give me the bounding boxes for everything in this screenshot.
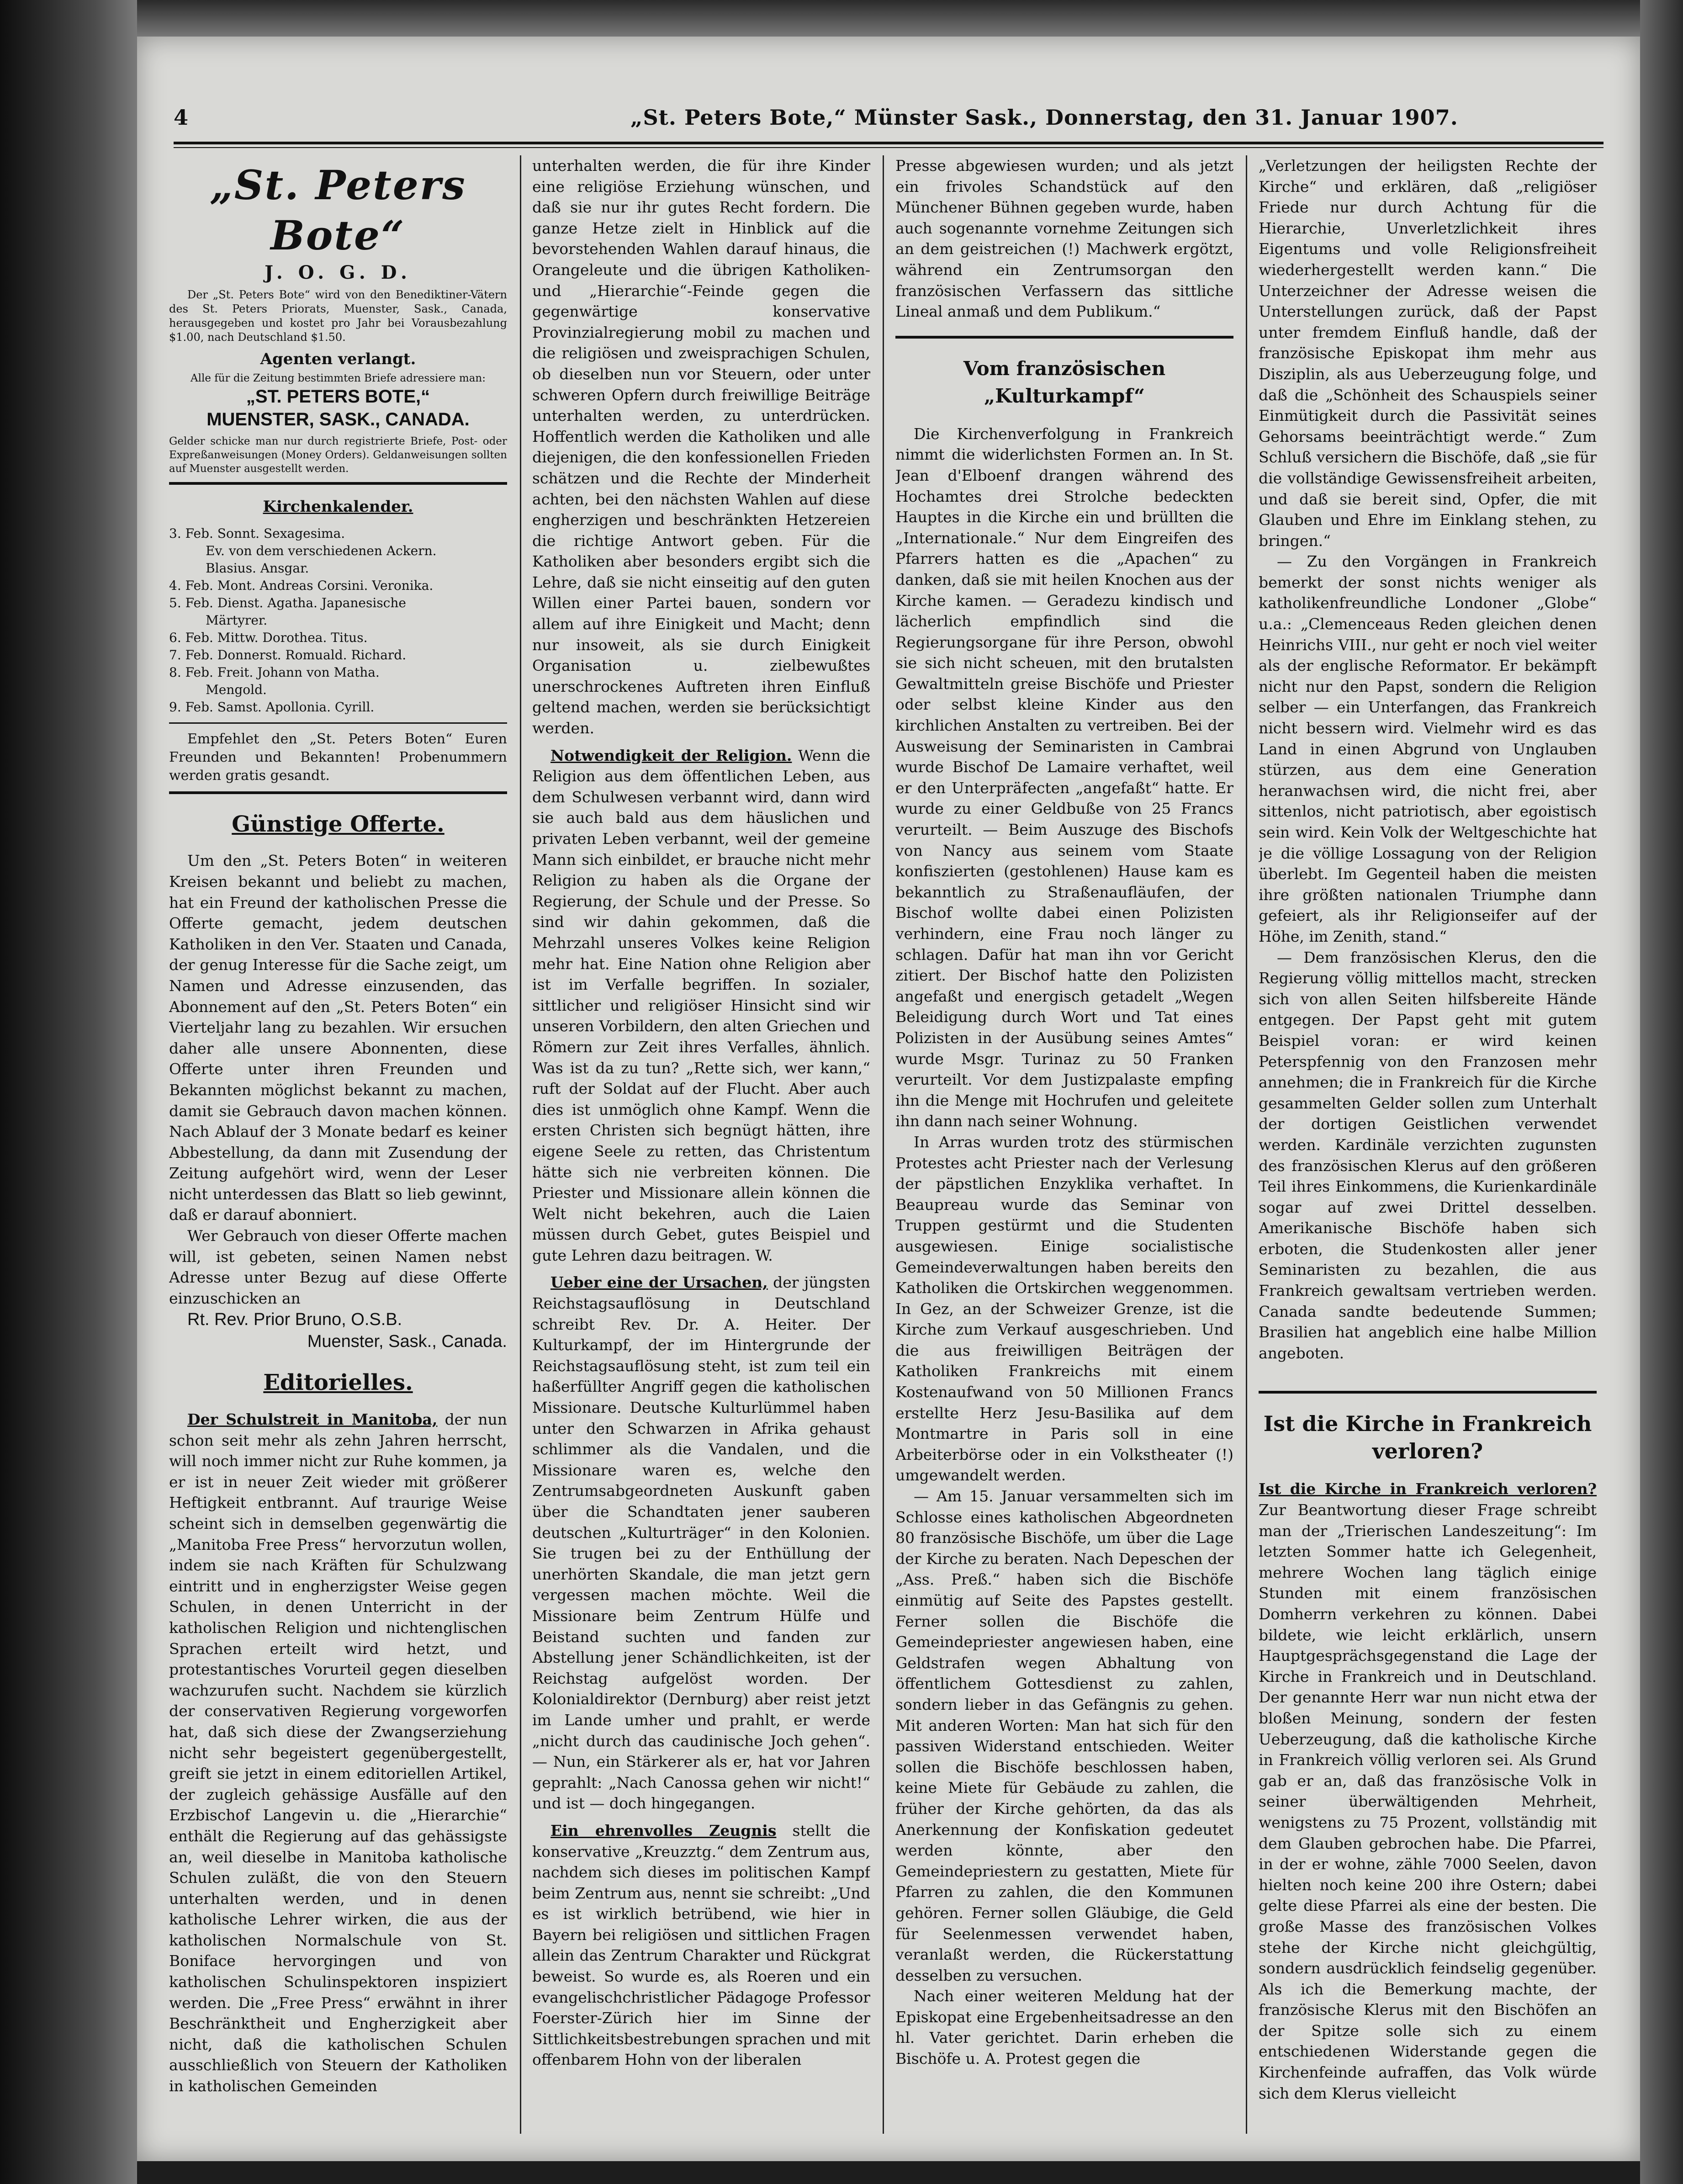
calendar-row: 4. Feb. Mont. Andreas Corsini. Veronika. <box>169 578 434 593</box>
book-binding <box>0 0 137 2184</box>
signature-place: Muenster, Sask., Canada. <box>307 1332 507 1352</box>
divider <box>169 791 507 794</box>
calendar-row: Blasius. Ansgar. <box>169 560 309 576</box>
article-paragraph: — Zu den Vorgängen in Frankreich bemerkt der sonst nichts weniger als katholikenfreundliche Londoner „Globe“ u.a.: „Clemenceaus Reden gleichen denen Heinrichs VIII., nur geht er noch viel weiter als der englische Reformator. Er bekämpft nicht nur den Papst, sondern die Religion selber — ein Unterfangen, das Frankreich nicht bessern wird. Vielmehr wird es das Land in einen Abgrund von Unglauben stürzen, aus dem eine Generation heranwachsen wird, die nicht frei, aber sittenlos, nicht patriotisch, aber egoistisch sein wird. Kein Volk der Weltgeschichte hat je die völlige Lossagung von der Religion überlebt. Im Gegenteil haben die meisten ihre größten nationalen Triumphe dann gefeiert, als ihr Religionseifer auf der Höhe, im Zenith, stand.“ <box>1259 552 1597 945</box>
article-text: Wenn die Religion aus dem öffentlichen Leben, aus dem Schulwesen verbannt wird, dann wird sie auch bald aus dem häuslichen und privaten Leben verbannt, weil der gemeine Mann sich einbildet, er brauche nicht mehr Religion zu haben als die Organe der Regierung, der Schule und der Presse. So sind wir dahin gekommen, daß die Mehrzahl unseres Volkes keine Religion mehr hat. Eine Nation ohne Religion aber ist im Verfalle begriffen. In sozialer, sittlicher und religiöser Hinsicht sind wir unseren Vorbildern, den alten Griechen und Römern zur Zeit ihres Verfalles, ähnlich. Was ist da zu tun? „Rette sich, wer kann,“ ruft der Soldat auf der Flucht. Aber auch dies ist unmöglich ohne Kampf. Wenn die ersten Christen sich begnügt hätten, ihre eigene Seele zu retten, das Christentum hätte sich nie verbreiten können. Die Priester und Missionare allein können die Welt nicht bekehren, auch die Laien müssen durch Gebet, gutes Beispiel und gute Lehren dazu beitragen. W. <box>532 746 870 1264</box>
article-text: stellt die konservative „Kreuzztg.“ dem Zentrum aus, nachdem sich dieses im politischen Kampf beim Zentrum aus, nennt sie schreibt: „Und es ist wirklich betrübend, wie hier in Bayern bei religiösen und sittlichen Fragen allein das Zentrum Charakter und Rückgrat beweist. So wurde es, als Roeren und ein evangelischchristlicher Pädagoge Professor Foerster-Zürich hier im Sinne der Sittlichkeitsbestrebungen sprachen und mit offenbarem Hohn von der liberalen <box>532 1821 870 2069</box>
article-paragraph: In Arras wurden trotz des stürmischen Protestes acht Priester nach der Verlesung der päpstlichen Enzyklika verhaftet. In Beaupreau wurde das Seminar von Truppen gestürmt und die Studenten ausgewiesen. Einige socialistische Gemeindeverwaltungen haben bereits den Katholiken die Ortskirchen weggenommen. In Gez, an der Schweizer Grenze, ist die Kirche zum Verkauf ausgeschrieben. Und die aus freiwilligen Beiträgen der Katholiken Frankreichs mit einem Kostenaufwand von 50 Millionen Francs erstellte Herz Jesu-Basilika auf dem Montmartre in Paris soll in eine Arbeiterbörse oder in ein Volkstheater (!) umgewandelt werden. <box>895 1133 1233 1484</box>
editorial-heading: Editorielles. <box>263 1370 413 1396</box>
calendar-row: Mengold. <box>169 682 267 697</box>
letters-note: Alle für die Zeitung bestimmten Briefe adressiere man: <box>191 372 486 385</box>
article-text: Zur Beantwortung dieser Frage schreibt man der „Trierischen Landeszeitung“: Im letzten Sommer hatte ich Gelegenheit, mehrere Wochen lang täglich einige Stunden mit einem französischen Domherrn verkehren zu können. Dabei bildete, wie leicht erklärlich, unsern Hauptgesprächsgegenstand die Lage der Kirche in Frankreich und in Deutschland. Der genannte Herr war nun nicht etwa der bloßen Meinung, sondern der festen Ueberzeugung, daß die katholische Kirche in Frankreich völlig verloren sei. Als Grund gab er an, daß das französische Volk in seiner überwältigenden Mehrheit, wenigstens zu 75 Prozent, vollständig mit dem Glauben gebrochen habe. Die Pfarrei, in der er wohne, zähle 7000 Seelen, davon hielten noch keine 200 ihre Ostern; dabei gelte diese Pfarrei als eine der besten. Die große Masse des französischen Volkes stehe der Kirche nicht gleichgültig, sondern ausdrücklich feindselig gegenüber. Als ich die Bemerkung machte, der französische Klerus mit den Bischöfen an der Spitze solle sich zu einem entschiedenen Widerstande gegen die Kirchenfeinde aufraffen, das Volk würde sich dem Klerus vielleicht <box>1259 1501 1597 2102</box>
address-line-1: „ST. PETERS BOTE,“ <box>246 387 430 407</box>
calendar-row: 3. Feb. Sonnt. Sexagesima. <box>169 525 345 541</box>
divider <box>169 482 507 485</box>
column-2 <box>532 155 870 2134</box>
column-rule <box>883 155 884 2134</box>
masthead-motto: J. O. G. D. <box>265 262 412 283</box>
calendar-row: Ev. von dem verschiedenen Ackern. <box>169 543 437 558</box>
calendar-row: 7. Feb. Donnerst. Romuald. Richard. <box>169 647 407 663</box>
divider <box>169 722 507 724</box>
editorial-text: der nun schon seit mehr als zehn Jahren herrscht, will noch immer nicht zur Ruhe kommen, ja er ist in neuer Zeit wieder mit größerer Heftigkeit entbrannt. Auf traurige Weise scheint sich in demselben gegenwärtig die „Manitoba Free Press“ hervorzutun wollen, indem sie nach Kräften für Schulzwang eintritt und in engherzigster Weise gegen Schulen, in denen Unterricht in der katholischen Religion und nichtenglischen Sprachen erteilt wird hetzt, und protestantisches Vorurteil gegen dieselben wachzurufen sucht. Nachdem sie kürzlich der conservativen Regierung vorgeworfen hat, daß sich diese der Zwangserziehung nicht sehr begeistert gegenübergestellt, greift sie jetzt in einem editoriellen Artikel, der zugleich gehässige Ausfälle auf den Erzbischof Langevin u. die „Hierarchie“ enthält die Regierung auf das gehässigste an, weil dieselbe in Manitoba katholische Schulen zuläßt, die von den Steuern unterhalten werden, und in denen katholische Lehrer wirken, die aus der katholischen Normalschule von St. Boniface hervorgingen und von katholischen Schulinspektoren inspiziert werden. Die „Free Press“ erwähnt in ihrer Beschränktheit und Engherzigkeit aber nicht, daß die katholischen Schulen ausschließlich von Steuern der Katholiken in katholischen Gemeinden <box>169 1410 507 2095</box>
article-lead: Ein ehrenvolles Zeugnis <box>550 1821 777 1839</box>
church-calendar <box>169 525 507 716</box>
calendar-row: 5. Feb. Dienst. Agatha. Japanesische <box>169 595 406 610</box>
article-lead: Ist die Kirche in Frankreich verloren? <box>1259 1480 1597 1498</box>
calendar-title: Kirchenkalender. <box>263 498 413 516</box>
article-paragraph: unterhalten werden, die für ihre Kinder eine religiöse Erziehung wünschen, und daß sie nur ihr gutes Recht fordern. Die ganze Hetze zielt in Hinblick auf die bevorstehenden Wahlen darauf hinaus, die Orangeleute und die übrigen Katholiken- und „Hierarchie“-Feinde gegen die gegenwärtige konservative Provinzialregierung mobil zu machen und die religiösen und zweisprachigen Schulen, ob dieselben nun vor Steuern, oder unter schweren Opfern durch freiwillige Beiträge unterhalten werden, zu unterdrücken. Hoffentlich werden die Katholiken und alle diejenigen, die den konfessionellen Frieden schätzen und die Rechte der Minderheit achten, bei den nächsten Wahlen auf diese engherzigen und beschränkten Hetzereien die richtige Antwort geben. Für die Katholiken aber besonders ergibt sich die Lehre, daß sie nicht einseitig auf den guten Willen einer Partei bauen, sondern vor allem auf ihre Einigkeit und Macht; denn nur insoweit, als sie durch Einigkeit Organisation u. zielbewußtes unerschrockenes Auftreten ihren Einfluß geltend machen, werden sie berücksichtigt werden. <box>532 157 870 737</box>
article-paragraph: „Verletzungen der heiligsten Rechte der Kirche“ und erklären, daß „religiöser Friede nur durch Achtung für die Hierarchie, Unverletzlichkeit ihres Eigentums und volle Religionsfreiheit wiederhergestellt werden kann.“ Die Unterzeichner der Adresse weisen die Unterstellungen zurück, daß der Papst unter fremdem Einfluß handle, daß der französische Episkopat ihm mehr aus Disziplin, als aus Ueberzeugung folge, und daß die „Schönheit des Schauspiels seiner Einmütigkeit durch die Passivität seines Gehorsams beeinträchtigt werde.“ Zum Schluß versichern die Bischöfe, daß „sie für die vollständige Gewissensfreiheit arbeiten, und daß sie bereit sind, Opfer, die mit Glauben und Ehre im Einklang stehen, zu bringen.“ <box>1259 157 1597 550</box>
dateline: „St. Peters Bote,“ Münster Sask., Donnerstag, den 31. Januar 1907. <box>630 105 1458 130</box>
offer-heading: Günstige Offerte. <box>232 811 445 837</box>
agents-wanted: Agenten verlangt. <box>260 350 416 368</box>
masthead-description: Der „St. Peters Bote“ wird von den Benediktiner-Vätern des St. Peters Priorats, Muenster, Sask., Canada, herausgegeben und kostet pro Jahr bei Vorausbezahlung $1.00, nach Deutschland $1.50. <box>169 288 507 344</box>
signature-name: Rt. Rev. Prior Bruno, O.S.B. <box>187 1310 402 1330</box>
header-rule-thin <box>174 147 1604 148</box>
article-heading: Ist die Kirche in Frankreich verloren? <box>1263 1411 1592 1464</box>
article-text: der jüngsten Reichstagsauflösung in Deutschland schreibt Rev. Dr. A. Heiter. Der Kulturkampf, der im Hintergrunde der Reichstagsauflösung steht, ist zum teil ein haßerfüllter Angriff gegen die katholischen Missionare. Deutsche Kulturlümmel haben unter den Schwarzen in Afrika gehaust schlimmer als die Vandalen, und die Missionare waren es, welche den Zentrumsabgeordneten Auskunft gaben über die Schandtaten jener sauberen deutschen „Kulturträger“ in den Kolonien. Sie trugen bei zu der Enthüllung der unerhörten Skandale, die man jetzt gern vergessen machen möchte. Weil die Missionare beim Zentrum Hülfe und Beistand suchten und fanden zur Abstellung jener Schändlichkeiten, ist der Reichstag aufgelöst worden. Der Kolonialdirektor (Dernburg) aber reist jetzt im Lande umher und prahlt, er werde „nicht durch das caudinische Joch gehen“. — Nun, ein Stärkerer als er, hat vor Jahren geprahlt: „Nach Canossa gehen wir nicht!“ und ist — doch hingegangen. <box>532 1273 870 1813</box>
masthead-title: „St. Peters Bote“ <box>210 161 466 259</box>
divider <box>1259 1391 1597 1394</box>
scanner-top-edge <box>137 0 1640 37</box>
page-number: 4 <box>174 105 189 130</box>
column-rule <box>520 155 521 2134</box>
article-heading: Vom französischen „Kulturkampf“ <box>963 357 1166 407</box>
calendar-row: 8. Feb. Freit. Johann von Matha. <box>169 664 380 680</box>
editorial-paragraph <box>169 1409 507 2097</box>
article-paragraph: Die Kirchenverfolgung in Frankreich nimmt die widerlichsten Formen an. In St. Jean d'Elboenf drangen während des Hochamtes drei Strolche bedeckten Hauptes in die Kirche ein und brüllten die „Internationale.“ Nur dem Eingreifen des Pfarrers hatten es die „Apachen“ zu danken, daß sie mit heilen Knochen aus der Kirche kamen. — Geradezu kindisch und lächerlich empfindlich sind die Regierungsorgane für ihre Person, obwohl sie sich nicht scheuen, mit den brutalsten Gewaltmitteln greise Bischöfe und Priester oder selbst kleine Kinder aus den kirchlichen Anstalten zu vertreiben. Bei der Ausweisung der Seminaristen in Cambrai wurde Bischof De Lamaire verhaftet, weil er den Unterpräfecten „angefaßt“ hatte. Er wurde zu einer Geldbuße von 25 Francs verurteilt. — Beim Auszuge des Bischofs von Nancy aus seinem vom Staate konfiszierten (gestohlenen) Hause kam es bekanntlich zu Straßenaufläufen, der Bischof wollte dabei einen Polizisten verhindern, eine Frau noch länger zu schlagen. Dafür hat man ihn vor Gericht zitiert. Der Bischof hatte den Polizisten angefaßt und energisch getadelt „Wegen Beleidigung durch Wort und Tat eines Polizisten in der Ausübung seines Amtes“ wurde Msgr. Turinaz zu 50 Franken verurteilt. Vor dem Justizpalaste empfing ihn die Menge mit Hochrufen und geleitete ihn dann nach seiner Wohnung. <box>895 424 1233 1130</box>
column-4 <box>1259 155 1597 2134</box>
article-paragraph: — Dem französischen Klerus, den die Regierung völlig mittellos macht, strecken sich von allen Seiten hilfsbereite Hände entgegen. Der Papst geht mit gutem Beispiel voran: er wird keinen Peterspfennig von den Franzosen mehr annehmen; die in Frankreich für die Kirche gesammelten Gelder sollen zum Unterhalt der dortigen Geistlichen verwendet werden. Kardinäle verzichten zugunsten des französischen Klerus auf den größeren Teil ihres Einkommens, die Kurienkardinäle sogar auf zwei Drittel desselben. Amerikanische Bischöfe haben sich erboten, die Studenkosten aller jener Seminaristen zu bezahlen, die aus Frankreich gewaltsam vertrieben werden. Canada sandte bedeutende Summen; Brasilien hat angeblich eine halbe Million angeboten. <box>1259 948 1597 1362</box>
calendar-row: 6. Feb. Mittw. Dorothea. Titus. <box>169 630 368 645</box>
article-paragraph <box>532 1272 870 1813</box>
calendar-row: 9. Feb. Samst. Apollonia. Cyrill. <box>169 699 375 715</box>
column-3 <box>895 155 1233 2134</box>
article-lead: Ueber eine der Ursachen, <box>550 1273 768 1292</box>
money-note: Gelder schicke man nur durch registrierte Briefe, Post- oder Expreßanweisungen (Money Orders). Geldanweisungen sollten auf Muenster ausgestellt werden. <box>169 435 507 475</box>
article-paragraph: Presse abgewiesen wurden; und als jetzt ein frivoles Schandstück auf den Münchener Bühnen gegeben wurde, haben auch sogenannte vornehme Zeitungen sich an dem geistreichen (!) Machwerk ergötzt, während ein Zentrumsorgan den französischen Verfassern das sittliche Lineal anmaß und dem Publikum.“ <box>895 157 1233 321</box>
divider <box>895 336 1233 339</box>
recommend-note: Empfehlet den „St. Peters Boten“ Euren Freunden und Bekannten! Probenummern werden gratis gesandt. <box>169 731 507 784</box>
calendar-row: Märtyrer. <box>169 612 268 628</box>
scanner-right-edge <box>1640 0 1683 2184</box>
article-paragraph: Nach einer weiteren Meldung hat der Episkopat eine Ergebenheitsadresse an den hl. Vater gerichtet. Darin erheben die Bischöfe u. A. Protest gegen die <box>895 1987 1233 2068</box>
column-1 <box>169 155 507 2134</box>
page-header <box>174 105 1604 137</box>
address-line-2: MUENSTER, SASK., CANADA. <box>206 409 470 430</box>
article-paragraph <box>532 745 870 1266</box>
article-paragraph <box>532 1820 870 2070</box>
offer-paragraph: Um den „St. Peters Boten“ in weiteren Kreisen bekannt und beliebt zu machen, hat ein Freund der katholischen Presse die Offerte gemacht, jedem deutschen Katholiken in den Ver. Staaten und Canada, der genug Interesse für die Sache zeigt, um Namen und Adresse einzusenden, das Abonnement auf den „St. Peters Boten“ ein Vierteljahr lang zu bezahlen. Wir ersuchen daher alle unsere Abonnenten, diese Offerte unter ihren Freunden und Bekannten möglichst bekannt zu machen, damit sie Gebrauch davon machen können. Nach Ablauf der 3 Monate bedarf es keiner Abbestellung, da dann mit Zusendung der Zeitung aufgehört wird, wenn der Leser nicht unterdessen das Blatt so lieb gewinnt, daß er darauf abonniert. <box>169 852 507 1224</box>
offer-paragraph: Wer Gebrauch von dieser Offerte machen will, ist gebeten, seinen Namen nebst Adresse unter Bezug auf diese Offerte einzuschicken an <box>169 1227 507 1307</box>
article-paragraph: — Am 15. Januar versammelten sich im Schlosse eines katholischen Abgeordneten 80 französische Bischöfe, um über die Lage der Kirche zu beraten. Nach Depeschen der „Ass. Preß.“ haben sich die Bischöfe einmütig auf Seite des Papstes gestellt. Ferner sollen die Bischöfe die Gemeindepriester angewiesen haben, eine Geldstrafen wegen Abhaltung von öffentlichem Gottesdienst zu zahlen, sondern lieber in das Gefängnis zu gehen. Mit anderen Worten: Man hat sich für den passiven Widerstand entschieden. Weiter sollen die Bischöfe beschlossen haben, keine Miete für Gebäude zu zahlen, die früher der Kirche gehörten, da das als Anerkennung der Konfiskation gedeutet werden könnte, aber den Gemeindepriestern zu gestatten, Miete für Pfarren zu zahlen, die den Kommunen gehören. Ferner sollen Gläubige, die Geld für Seelenmessen verwendet haben, veranlaßt werden, die Rückerstattung desselben zu versuchen. <box>895 1487 1233 1984</box>
newspaper-page <box>137 37 1640 2161</box>
article-lead: Notwendigkeit der Religion. <box>550 746 792 764</box>
column-rule <box>1246 155 1247 2134</box>
header-rule <box>174 142 1604 144</box>
editorial-lead: Der Schulstreit in Manitoba, <box>187 1410 438 1429</box>
article-paragraph <box>1259 1479 1597 2104</box>
